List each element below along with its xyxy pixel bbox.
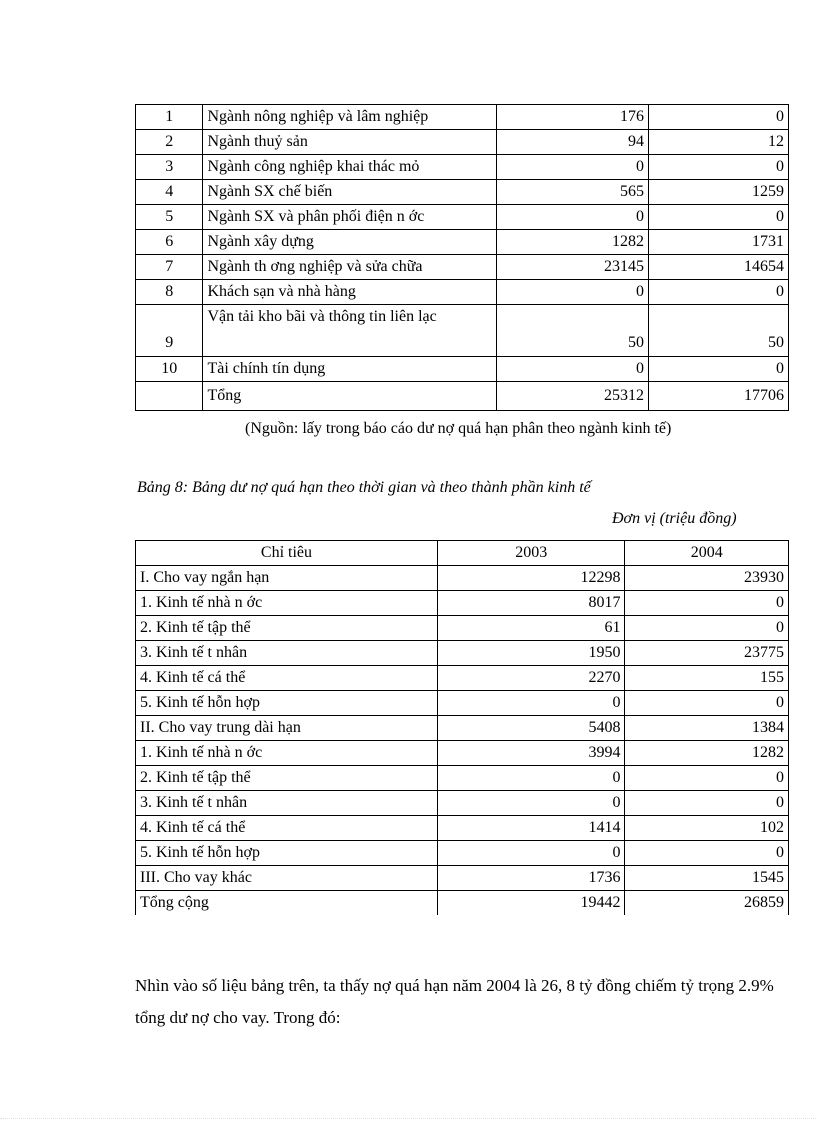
indicator-label: 5. Kinh tế hỗn hợp — [136, 841, 438, 866]
indicator-label: 4. Kinh tế cá thể — [136, 666, 438, 691]
row-index: 7 — [136, 255, 203, 280]
value-2003: 0 — [437, 841, 625, 866]
table-row — [136, 716, 789, 741]
table-row — [136, 180, 789, 205]
value-2003: 8017 — [437, 591, 625, 616]
table-row — [136, 382, 789, 411]
value-2004: 50 — [648, 305, 788, 357]
value-2004: 0 — [648, 280, 788, 305]
value-2003: 0 — [496, 205, 648, 230]
value-2003: 0 — [496, 155, 648, 180]
sector-name: Ngành SX và phân phối điện n ớc — [203, 205, 496, 230]
indicator-label: 3. Kinh tế t nhân — [136, 641, 438, 666]
value-2004: 0 — [625, 766, 789, 791]
table-row — [136, 641, 789, 666]
value-2003: 25312 — [496, 382, 648, 411]
row-index: 9 — [136, 305, 203, 357]
sector-name: Ngành SX chế biến — [203, 180, 496, 205]
value-2004: 0 — [625, 691, 789, 716]
indicator-label: 1. Kinh tế nhà n ớc — [136, 591, 438, 616]
header-indicator: Chỉ tiêu — [136, 541, 438, 566]
value-2003: 3994 — [437, 741, 625, 766]
table-row — [136, 791, 789, 816]
table-row — [136, 280, 789, 305]
indicator-label: III. Cho vay khác — [136, 866, 438, 891]
table-row — [136, 666, 789, 691]
value-2003: 5408 — [437, 716, 625, 741]
value-2003: 0 — [496, 357, 648, 382]
value-2004: 0 — [625, 591, 789, 616]
indicator-label: 1. Kinh tế nhà n ớc — [136, 741, 438, 766]
row-index: 8 — [136, 280, 203, 305]
overdue-by-term-table — [135, 540, 789, 915]
table-row — [136, 841, 789, 866]
indicator-label: 3. Kinh tế t nhân — [136, 791, 438, 816]
row-index: 1 — [136, 105, 203, 130]
value-2003: 176 — [496, 105, 648, 130]
row-index: 5 — [136, 205, 203, 230]
value-2004: 1384 — [625, 716, 789, 741]
value-2004: 0 — [625, 791, 789, 816]
row-index: 4 — [136, 180, 203, 205]
value-2003: 94 — [496, 130, 648, 155]
header-2003: 2003 — [437, 541, 625, 566]
table-row — [136, 766, 789, 791]
table-row — [136, 205, 789, 230]
sector-name: Ngành nông nghiệp và lâm nghiệp — [203, 105, 496, 130]
value-2004: 0 — [625, 841, 789, 866]
value-2003: 12298 — [437, 566, 625, 591]
table-row — [136, 616, 789, 641]
indicator-label: 2. Kinh tế tập thể — [136, 616, 438, 641]
sector-overdue-table — [135, 104, 789, 411]
value-2004: 0 — [648, 105, 788, 130]
indicator-label: II. Cho vay trung dài hạn — [136, 716, 438, 741]
sector-name: Ngành th ơng nghiệp và sửa chữa — [203, 255, 496, 280]
table-row — [136, 741, 789, 766]
value-2003: 0 — [437, 766, 625, 791]
row-index — [136, 382, 203, 411]
sector-name: Vận tải kho bãi và thông tin liên lạc — [203, 305, 496, 357]
table-row — [136, 891, 789, 916]
table-row — [136, 255, 789, 280]
indicator-label: I. Cho vay ngắn hạn — [136, 566, 438, 591]
value-2004: 1545 — [625, 866, 789, 891]
value-2004: 1731 — [648, 230, 788, 255]
value-2004: 0 — [625, 616, 789, 641]
sector-name: Tổng — [203, 382, 496, 411]
value-2003: 0 — [437, 691, 625, 716]
value-2004: 0 — [648, 205, 788, 230]
body-paragraph: Nhìn vào số liệu bảng trên, ta thấy nợ quá hạn năm 2004 là 26, 8 tỷ đồng chiếm tỷ trọng 2.9% tổng dư nợ cho vay. Trong đó: — [135, 976, 774, 1027]
indicator-label: Tổng cộng — [136, 891, 438, 916]
sector-name: Ngành xây dựng — [203, 230, 496, 255]
row-index: 10 — [136, 357, 203, 382]
sector-name: Ngành thuỷ sản — [203, 130, 496, 155]
table-row — [136, 357, 789, 382]
value-2004: 1259 — [648, 180, 788, 205]
value-2003: 61 — [437, 616, 625, 641]
table-row — [136, 566, 789, 591]
value-2004: 1282 — [625, 741, 789, 766]
table-row — [136, 105, 789, 130]
table8-unit: Đơn vị (triệu đồng) — [612, 510, 737, 527]
table-header-row — [136, 541, 789, 566]
value-2003: 2270 — [437, 666, 625, 691]
value-2004: 155 — [625, 666, 789, 691]
value-2003: 0 — [496, 280, 648, 305]
table-row — [136, 866, 789, 891]
page-footer-line — [0, 1118, 816, 1119]
table-row — [136, 591, 789, 616]
header-2004: 2004 — [625, 541, 789, 566]
table-row — [136, 155, 789, 180]
table-row — [136, 230, 789, 255]
row-index: 6 — [136, 230, 203, 255]
value-2003: 1950 — [437, 641, 625, 666]
sector-name: Khách sạn và nhà hàng — [203, 280, 496, 305]
value-2004: 26859 — [625, 891, 789, 916]
value-2004: 23775 — [625, 641, 789, 666]
sector-name: Tài chính tín dụng — [203, 357, 496, 382]
value-2004: 12 — [648, 130, 788, 155]
value-2003: 19442 — [437, 891, 625, 916]
value-2003: 565 — [496, 180, 648, 205]
table-row — [136, 130, 789, 155]
value-2003: 23145 — [496, 255, 648, 280]
value-2003: 1736 — [437, 866, 625, 891]
indicator-label: 5. Kinh tế hỗn hợp — [136, 691, 438, 716]
value-2004: 102 — [625, 816, 789, 841]
indicator-label: 2. Kinh tế tập thể — [136, 766, 438, 791]
table-row — [136, 691, 789, 716]
value-2004: 0 — [648, 155, 788, 180]
row-index: 3 — [136, 155, 203, 180]
source-note: (Nguồn: lấy trong báo cáo dư nợ quá hạn phân theo ngành kinh tế) — [245, 420, 672, 437]
table-row — [136, 305, 789, 357]
sector-name: Ngành công nghiệp khai thác mỏ — [203, 155, 496, 180]
value-2003: 1282 — [496, 230, 648, 255]
value-2004: 0 — [648, 357, 788, 382]
table-row — [136, 816, 789, 841]
table8-caption: Bảng 8: Bảng dư nợ quá hạn theo thời gian và theo thành phần kinh tế — [137, 479, 591, 496]
row-index: 2 — [136, 130, 203, 155]
value-2003: 50 — [496, 305, 648, 357]
value-2004: 17706 — [648, 382, 788, 411]
value-2003: 0 — [437, 791, 625, 816]
indicator-label: 4. Kinh tế cá thể — [136, 816, 438, 841]
value-2004: 14654 — [648, 255, 788, 280]
value-2003: 1414 — [437, 816, 625, 841]
value-2004: 23930 — [625, 566, 789, 591]
